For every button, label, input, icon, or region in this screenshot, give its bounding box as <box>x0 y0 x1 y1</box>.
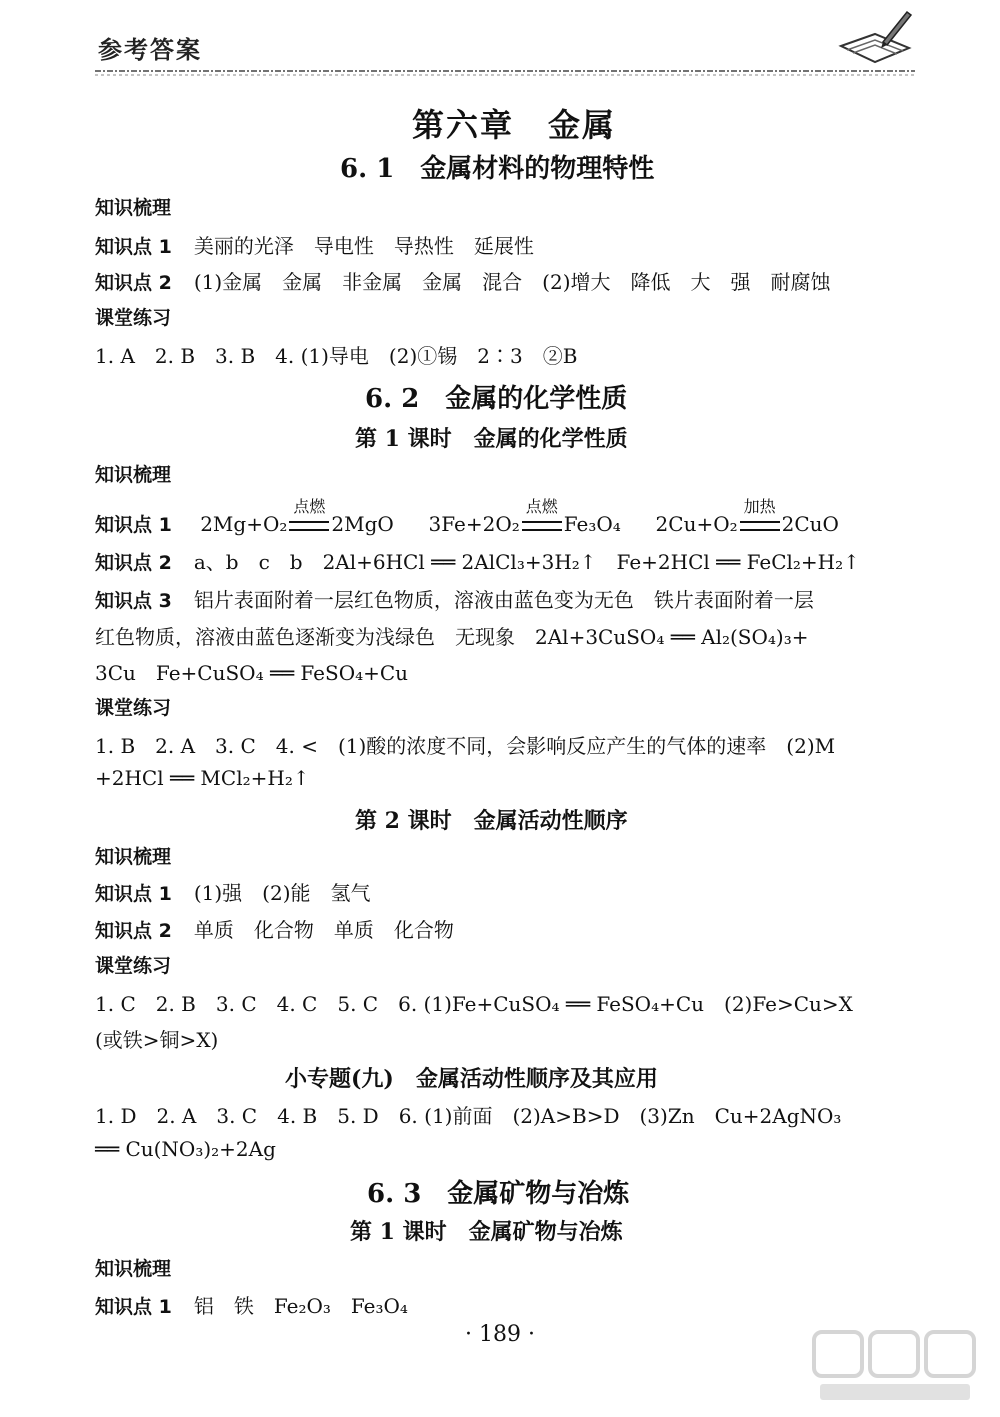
equation-right: 2MgO <box>331 512 394 536</box>
knowledge-point-row <box>95 914 454 943</box>
knowledge-point-label: 知识点 3 <box>95 590 172 612</box>
knowledge-review-heading: 知识梳理 <box>95 1258 172 1280</box>
answer-text: 铝 铁 Fe₂O₃ Fe₃O₄ <box>193 1294 408 1318</box>
knowledge-point-label: 知识点 2 <box>95 920 172 942</box>
practice-answers: 1. B 2. A 3. C 4. < (1)酸的浓度不同，会影响反应产生的气体的速率 (2)M <box>95 734 836 758</box>
reaction-condition: 点燃 <box>525 497 558 516</box>
answer-text-continued: 红色物质，溶液由蓝色逐渐变为浅绿色 无现象 2Al+3CuSO₄ ══ Al₂(SO₄)₃+ <box>95 625 809 649</box>
equation-left: 3Fe+2O₂ <box>428 512 520 536</box>
practice-answers: 1. A 2. B 3. B 4. (1)导电 (2)①锡 2∶3 ②B <box>95 344 578 368</box>
page-number: · 189 · <box>465 1322 535 1347</box>
topic-title: 小专题(九) 金属活动性顺序及其应用 <box>285 1066 658 1092</box>
equation-left: 2Cu+O₂ <box>655 512 738 536</box>
knowledge-point-label: 知识点 1 <box>95 883 172 905</box>
answer-text: (1)强 (2)能 氢气 <box>193 881 371 905</box>
class-practice-heading: 课堂练习 <box>95 955 172 977</box>
section-title-6-3: 6. 3 金属矿物与冶炼 <box>367 1179 630 1209</box>
knowledge-point-label: 知识点 1 <box>95 514 172 536</box>
reaction-arrow <box>738 497 782 536</box>
watermark-logo <box>810 1326 980 1406</box>
knowledge-point-row <box>95 546 860 575</box>
class-practice-heading: 课堂练习 <box>95 697 172 719</box>
header-title: 参考答案 <box>98 35 202 64</box>
header-divider <box>95 68 915 78</box>
reaction-condition: 点燃 <box>293 497 326 516</box>
lesson-title: 第 1 课时 金属矿物与冶炼 <box>350 1219 623 1245</box>
section-title-6-2: 6. 2 金属的化学性质 <box>365 384 628 414</box>
practice-answers-continued: +2HCl ══ MCl₂+H₂↑ <box>95 766 310 790</box>
equation-left: 2Mg+O₂ <box>200 512 288 536</box>
reaction-arrow <box>520 497 564 536</box>
practice-answers: 1. C 2. B 3. C 4. C 5. C 6. (1)Fe+CuSO₄ ══ FeSO₄+Cu (2)Fe>Cu>X <box>95 992 853 1016</box>
lesson-title: 第 1 课时 金属的化学性质 <box>355 426 628 452</box>
knowledge-point-label: 知识点 1 <box>95 236 172 258</box>
knowledge-point-row <box>95 877 371 906</box>
answer-text: 美丽的光泽 导电性 导热性 延展性 <box>193 234 534 258</box>
knowledge-point-label: 知识点 2 <box>95 552 172 574</box>
answer-text: 单质 化合物 单质 化合物 <box>193 918 454 942</box>
knowledge-point-label: 知识点 1 <box>95 1296 172 1318</box>
practice-answers-continued: (或铁>铜>X) <box>95 1028 219 1052</box>
lesson-title: 第 2 课时 金属活动性顺序 <box>355 808 628 834</box>
answer-text: a、b c b 2Al+6HCl ══ 2AlCl₃+3H₂↑ Fe+2HCl ══ FeCl₂+H₂↑ <box>193 550 860 574</box>
equation-right: Fe₃O₄ <box>563 512 621 536</box>
knowledge-point-row <box>95 230 534 259</box>
answer-text-continued: 3Cu Fe+CuSO₄ ══ FeSO₄+Cu <box>95 661 409 685</box>
knowledge-review-heading: 知识梳理 <box>95 197 172 219</box>
equation-right: 2CuO <box>781 512 839 536</box>
knowledge-point-label: 知识点 2 <box>95 272 172 294</box>
answer-text: (1)金属 金属 非金属 金属 混合 (2)增大 降低 大 强 耐腐蚀 <box>193 270 831 294</box>
answer-text: 铝片表面附着一层红色物质，溶液由蓝色变为无色 铁片表面附着一层 <box>193 588 814 612</box>
knowledge-review-heading: 知识梳理 <box>95 464 172 486</box>
knowledge-review-heading: 知识梳理 <box>95 846 172 868</box>
reaction-arrow <box>287 497 331 536</box>
knowledge-point-row <box>95 1290 408 1319</box>
section-title-6-1: 6. 1 金属材料的物理特性 <box>340 154 655 184</box>
reaction-condition: 加热 <box>743 497 776 516</box>
knowledge-point-row <box>95 266 831 295</box>
pen-and-notebook-icon <box>835 6 915 72</box>
knowledge-point-row <box>95 497 839 537</box>
chapter-title: 第六章 金属 <box>412 106 617 144</box>
topic-answers: 1. D 2. A 3. C 4. B 5. D 6. (1)前面 (2)A>B>D (3)Zn Cu+2AgNO₃ <box>95 1104 842 1128</box>
knowledge-point-row <box>95 584 814 613</box>
class-practice-heading: 课堂练习 <box>95 307 172 329</box>
topic-answers-continued: ══ Cu(NO₃)₂+2Ag <box>95 1137 276 1161</box>
